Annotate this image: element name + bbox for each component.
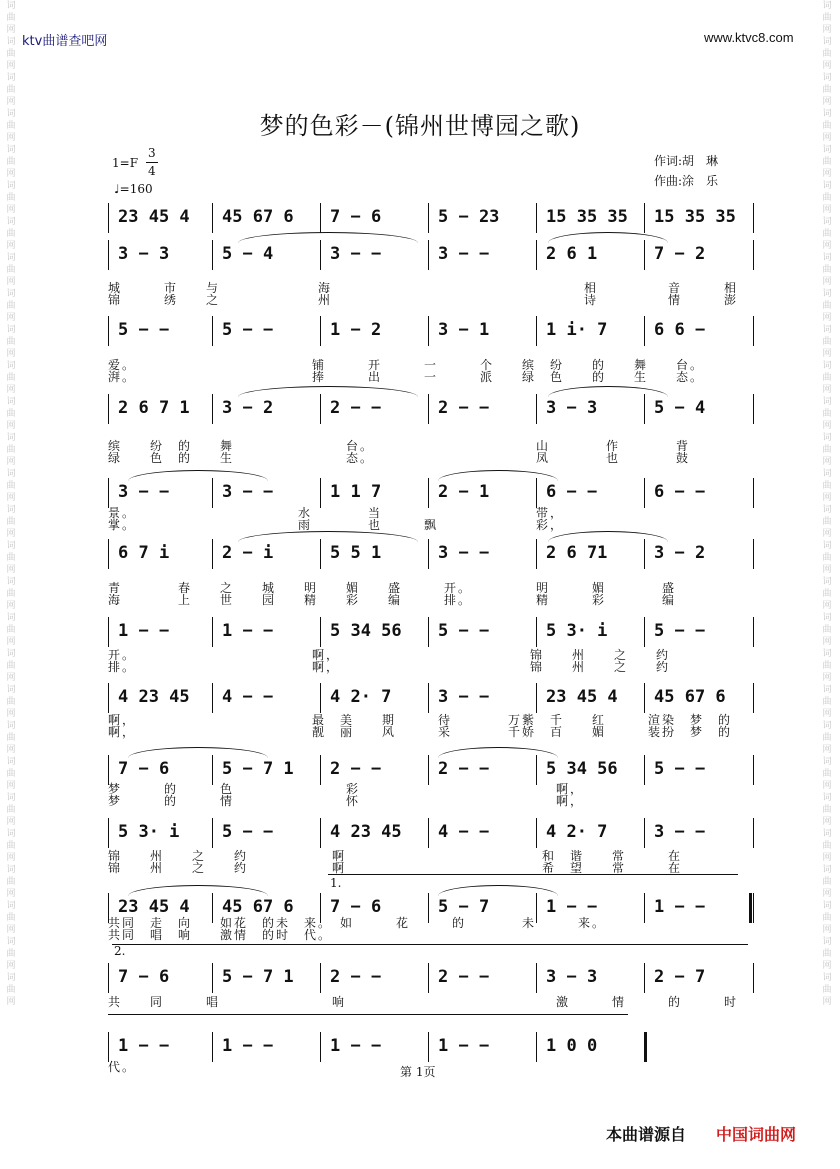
measure-notes: 2 − − (438, 967, 490, 987)
measure-notes: 2 − 1 (438, 482, 490, 502)
measure-notes: 5 − − (654, 621, 706, 641)
bar-line (428, 394, 429, 424)
measure-notes: 3 − 1 (438, 320, 490, 340)
bar-line (644, 240, 645, 270)
bar-line (428, 203, 429, 233)
notation-row (108, 539, 753, 569)
bar-line (753, 818, 754, 848)
site-name-left[interactable]: ktv曲谱查吧网 (22, 34, 108, 49)
measure-notes: 23 45 4 (546, 687, 618, 707)
lyric-line-first: 景。 水 当 带， (108, 506, 565, 520)
lyric-line-first: 共 同 唱 响 激 情 的 时 (108, 995, 739, 1009)
measure-notes: 23 45 4 (118, 897, 190, 917)
lyric-block (108, 437, 753, 465)
bar-line (212, 203, 213, 233)
lyric-line-second: 绿 色 的 生 态。 凤 也 鼓 (108, 451, 691, 465)
lyric-line-second: 锦 州 之 约 啊 希 望 常 在 (108, 861, 683, 875)
measure-notes: 2 6 7 1 (118, 398, 190, 418)
source-label: 本曲谱源自 (606, 1125, 687, 1144)
tempo-mark: ♩=160 (114, 182, 153, 196)
measure-notes: 1 − − (330, 1036, 382, 1056)
slur-arc (238, 386, 418, 397)
measure-notes: 3 − − (438, 543, 490, 563)
bar-line (320, 617, 321, 647)
composer-credit: 作曲:涂 乐 (654, 174, 719, 188)
bar-line (644, 539, 645, 569)
slur-arc (238, 232, 418, 243)
slur-arc (438, 747, 558, 758)
bar-line (108, 617, 109, 647)
watermark-left: 词曲网词曲网词曲网词曲网词曲网词曲网词曲网词曲网词曲网词曲网词曲网词曲网词曲网词曲网词曲网词曲网词曲网词曲网词曲网词曲网词曲网词曲网词曲网词曲网词曲网词曲网词曲网词曲网 (6, 1, 16, 1007)
volta-first: 1. (330, 876, 342, 890)
measure-notes: 7 − 6 (118, 759, 170, 779)
measure-notes: 3 − 2 (654, 543, 706, 563)
measure-notes: 3 − 3 (546, 967, 598, 987)
measure-notes: 5 − − (654, 759, 706, 779)
bar-line (108, 203, 109, 233)
bar-line (428, 818, 429, 848)
slur-arc (548, 232, 668, 243)
key-signature: 1=F (112, 156, 139, 170)
bar-line (753, 963, 754, 993)
bar-line (108, 683, 109, 713)
site-url-right[interactable]: www.ktvc8.com (704, 30, 794, 45)
measure-notes: 6 − − (654, 482, 706, 502)
measure-notes: 2 − − (330, 967, 382, 987)
volta-second-line (112, 944, 748, 945)
time-signature-line (146, 162, 158, 163)
measure-notes: 4 2· 7 (546, 822, 608, 842)
bar-line (753, 893, 754, 923)
measure-notes: 5 − 7 (438, 897, 490, 917)
measure-notes: 1 0 0 (546, 1036, 598, 1056)
measure-notes: 5 3· i (546, 621, 608, 641)
tie-line-final (108, 1014, 628, 1015)
bar-line (536, 394, 537, 424)
bar-line (753, 617, 754, 647)
bar-line (212, 539, 213, 569)
bar-line (536, 203, 537, 233)
measure-notes: 5 − 23 (438, 207, 500, 227)
notation-row (108, 240, 753, 270)
measure-notes: 5 − 7 1 (222, 967, 294, 987)
bar-line (753, 316, 754, 346)
lyric-block (108, 579, 753, 607)
bar-line (428, 963, 429, 993)
lyricist-credit: 作词:胡 琳 (654, 154, 719, 168)
lyric-line-first: 代。 (108, 1060, 137, 1074)
bar-line (320, 963, 321, 993)
slur-arc (548, 531, 668, 542)
measure-notes: 2 − − (438, 398, 490, 418)
bar-line (428, 683, 429, 713)
measure-notes: 1 − − (222, 621, 274, 641)
bar-line (320, 683, 321, 713)
time-signature-bottom: 4 (148, 164, 156, 178)
bar-line (644, 203, 645, 233)
lyric-line-second: 啊， 靓 丽 风 采 千娇 百 媚 装扮 梦 的 (108, 725, 733, 739)
measure-notes: 2 − 7 (654, 967, 706, 987)
bar-line (644, 394, 645, 424)
lyric-block (108, 914, 753, 942)
bar-line (212, 394, 213, 424)
measure-notes: 4 2· 7 (330, 687, 392, 707)
lyric-block (108, 847, 753, 875)
slur-arc (128, 470, 268, 481)
bar-line (108, 316, 109, 346)
measure-notes: 5 − − (118, 320, 170, 340)
bar-line (212, 316, 213, 346)
bar-line (320, 818, 321, 848)
measure-notes: 45 67 6 (654, 687, 726, 707)
measure-notes: 3 − − (438, 244, 490, 264)
measure-notes: 45 67 6 (222, 897, 294, 917)
measure-notes: 6 6 − (654, 320, 706, 340)
lyric-block (108, 711, 753, 739)
lyric-block (108, 993, 753, 1021)
measure-notes: 5 − 7 1 (222, 759, 294, 779)
notation-row (108, 683, 753, 713)
measure-notes: 5 − − (222, 822, 274, 842)
bar-line (753, 683, 754, 713)
measure-notes: 7 − 6 (330, 897, 382, 917)
lyric-line-second: 梦 的 情 怀 啊， (108, 794, 585, 808)
measure-notes: 3 − − (438, 687, 490, 707)
lyric-line-first: 啊， 最 美 期 待 万紫 千 红 渲染 梦 的 (108, 713, 733, 727)
bar-line (753, 203, 754, 233)
measure-notes: 5 34 56 (330, 621, 402, 641)
bar-line (644, 683, 645, 713)
measure-notes: 1 i· 7 (546, 320, 608, 340)
bar-line (753, 478, 754, 508)
lyric-line-first: 开。 啊， 锦 州 之 约 (108, 648, 671, 662)
bar-line (536, 240, 537, 270)
measure-notes: 2 − i (222, 543, 274, 563)
lyric-block (108, 780, 753, 808)
bar-line (536, 683, 537, 713)
lyric-line-first: 缤 纷 的 舞 台。 山 作 背 (108, 439, 691, 453)
measure-notes: 15 35 35 (546, 207, 628, 227)
bar-line (212, 818, 213, 848)
lyric-line-second: 共同 唱 响 激情 的时 代。 (108, 928, 333, 942)
measure-notes: 2 − − (330, 398, 382, 418)
lyric-block (108, 279, 753, 307)
bar-line (108, 240, 109, 270)
bar-line (536, 539, 537, 569)
measure-notes: 15 35 35 (654, 207, 736, 227)
bar-line (108, 818, 109, 848)
notation-row (108, 203, 753, 233)
lyric-block (108, 356, 753, 384)
measure-notes: 1 − − (222, 1036, 274, 1056)
notation-row (108, 394, 753, 424)
measure-notes: 2 − − (438, 759, 490, 779)
measure-notes: 1 − − (118, 1036, 170, 1056)
measure-notes: 7 − 6 (118, 967, 170, 987)
bar-line (753, 539, 754, 569)
bar-line (753, 755, 754, 785)
slur-arc (438, 470, 558, 481)
bar-line (320, 316, 321, 346)
notation-row (108, 963, 753, 993)
measure-notes: 4 − − (222, 687, 274, 707)
lyric-line-second: 掌。 雨 也 飘 彩， (108, 518, 565, 532)
lyric-block (108, 646, 753, 674)
bar-line (320, 240, 321, 270)
bar-line (428, 240, 429, 270)
bar-line (320, 394, 321, 424)
lyric-line-second: 排。 啊， 锦 州 之 约 (108, 660, 671, 674)
bar-line (536, 963, 537, 993)
lyric-line-first: 梦 的 色 彩 啊， (108, 782, 585, 796)
time-signature-top: 3 (148, 146, 156, 160)
measure-notes: 2 6 1 (546, 244, 598, 264)
bar-line (644, 316, 645, 346)
lyric-block (108, 504, 753, 532)
measure-notes: 3 − − (330, 244, 382, 264)
measure-notes: 1 − − (118, 621, 170, 641)
measure-notes: 5 − − (222, 320, 274, 340)
slur-arc (128, 747, 268, 758)
measure-notes: 6 7 i (118, 543, 170, 563)
measure-notes: 7 − 2 (654, 244, 706, 264)
measure-notes: 6 − − (546, 482, 598, 502)
bar-line (428, 316, 429, 346)
slur-arc (438, 885, 558, 896)
measure-notes: 3 − − (222, 482, 274, 502)
volta-second: 2. (114, 944, 126, 958)
bar-line (644, 818, 645, 848)
measure-notes: 2 6 71 (546, 543, 608, 563)
bar-line (536, 818, 537, 848)
measure-notes: 5 34 56 (546, 759, 618, 779)
notation-row (108, 316, 753, 346)
bar-line (212, 617, 213, 647)
measure-notes: 7 − 6 (330, 207, 382, 227)
measure-notes: 23 45 4 (118, 207, 190, 227)
source-site-link[interactable]: 中国词曲网 (716, 1125, 797, 1144)
bar-line (536, 617, 537, 647)
measure-notes: 4 − − (438, 822, 490, 842)
measure-notes: 5 5 1 (330, 543, 382, 563)
bar-line (212, 240, 213, 270)
measure-notes: 2 − − (330, 759, 382, 779)
bar-line (108, 394, 109, 424)
lyric-line-second: 湃。 捧 出 一 派 绿 色 的 生 态。 (108, 370, 705, 384)
lyric-line-first: 锦 州 之 约 啊 和 谐 常 在 (108, 849, 683, 863)
notation-row (108, 818, 753, 848)
measure-notes: 3 − 2 (222, 398, 274, 418)
measure-notes: 4 23 45 (330, 822, 402, 842)
lyric-line-second: 锦 绣 之 州 诗 情 澎 (108, 293, 739, 307)
lyric-line-first: 城 市 与 海 相 音 相 (108, 281, 739, 295)
volta-first-line (328, 874, 738, 875)
bar-line (320, 203, 321, 233)
bar-line (428, 539, 429, 569)
bar-line (536, 316, 537, 346)
bar-line (108, 539, 109, 569)
slur-arc (548, 386, 668, 397)
bar-line (753, 394, 754, 424)
notation-row (108, 617, 753, 647)
measure-notes: 4 23 45 (118, 687, 190, 707)
lyric-line-second: 海 上 世 园 精 彩 编 排。 精 彩 编 (108, 593, 677, 607)
measure-notes: 5 − − (438, 621, 490, 641)
measure-notes: 1 − − (438, 1036, 490, 1056)
measure-notes: 1 1 7 (330, 482, 382, 502)
watermark-right: 词曲网词曲网词曲网词曲网词曲网词曲网词曲网词曲网词曲网词曲网词曲网词曲网词曲网词曲网词曲网词曲网词曲网词曲网词曲网词曲网词曲网词曲网词曲网词曲网词曲网词曲网词曲网词曲网 (822, 1, 832, 1007)
measure-notes: 3 − 3 (546, 398, 598, 418)
measure-notes: 5 − 4 (222, 244, 274, 264)
page-number: 第 1页 (400, 1065, 436, 1079)
measure-notes: 3 − − (118, 482, 170, 502)
measure-notes: 3 − 3 (118, 244, 170, 264)
bar-line (753, 240, 754, 270)
lyric-line-first: 青 春 之 城 明 媚 盛 开。 明 媚 盛 (108, 581, 677, 595)
measure-notes: 1 − − (546, 897, 598, 917)
bar-line (212, 963, 213, 993)
bar-line (644, 963, 645, 993)
bar-line (108, 963, 109, 993)
bar-line (320, 539, 321, 569)
lyric-line-first: 共同 走 向 如花 的未 来。 如 花 的 未 来。 (108, 916, 607, 930)
lyric-line-first: 爱。 铺 开 一 个 缤 纷 的 舞 台。 (108, 358, 705, 372)
measure-notes: 3 − − (654, 822, 706, 842)
measure-notes: 5 3· i (118, 822, 180, 842)
measure-notes: 1 − − (654, 897, 706, 917)
bar-line (428, 617, 429, 647)
measure-notes: 45 67 6 (222, 207, 294, 227)
measure-notes: 1 − 2 (330, 320, 382, 340)
bar-line (644, 617, 645, 647)
slur-arc (128, 885, 268, 896)
bar-line (212, 683, 213, 713)
measure-notes: 5 − 4 (654, 398, 706, 418)
song-title: 梦的色彩－(锦州世博园之歌) (259, 112, 581, 140)
